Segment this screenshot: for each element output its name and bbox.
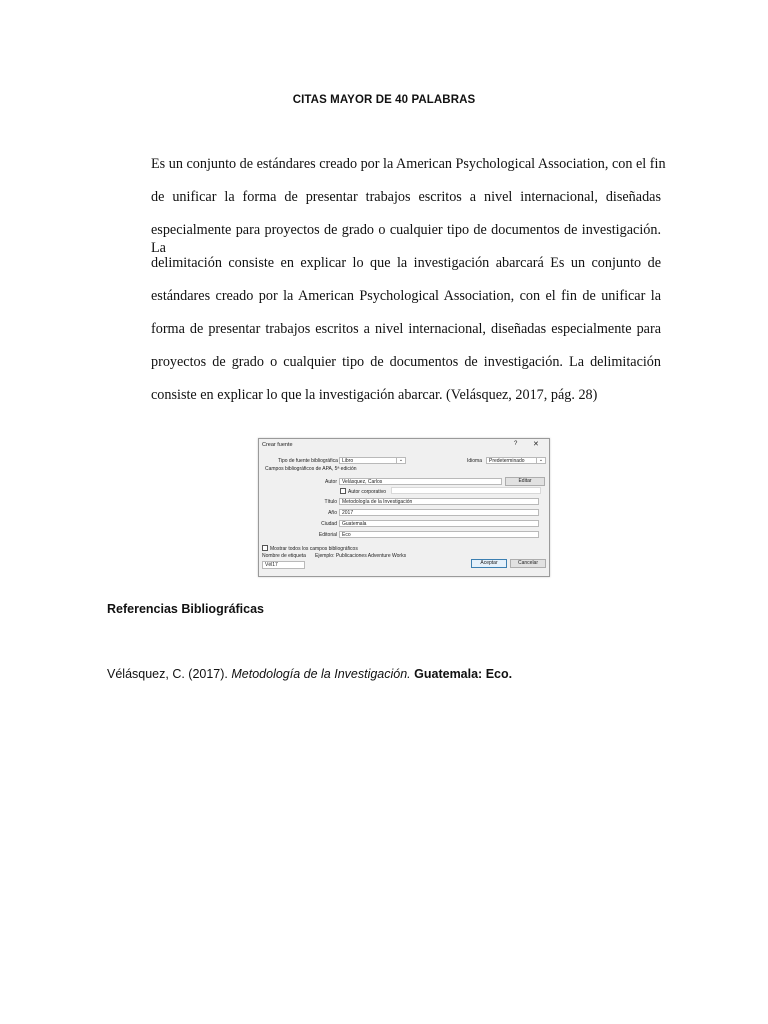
year-label: Año: [328, 510, 337, 516]
source-type-value: Libro: [342, 458, 354, 464]
edit-button: Editar: [505, 477, 545, 486]
quote-line: proyectos de grado o cualquier tipo de documentos de investigación. La delimitación: [151, 354, 661, 370]
quote-line: de unificar la forma de presentar trabajos escritos a nivel internacional, diseñadas: [151, 189, 661, 205]
corporate-author-field: [391, 487, 541, 494]
year-field: 2017: [339, 509, 539, 516]
help-icon: ?: [514, 441, 518, 447]
references-heading: Referencias Bibliográficas: [107, 602, 265, 616]
tag-name-label: Nombre de etiqueta: [262, 553, 306, 559]
language-label: Idioma: [467, 458, 483, 464]
reference-publisher: Guatemala: Eco.: [410, 667, 513, 681]
reference-title: Metodología de la Investigación.: [231, 667, 411, 681]
quote-line: Es un conjunto de estándares creado por la American Psychological Association, con el fin: [151, 156, 666, 172]
city-label: Ciudad: [321, 521, 337, 527]
reference-entry: [107, 667, 512, 681]
page-title: CITAS MAYOR DE 40 PALABRAS: [292, 94, 476, 106]
author-field: Velásquez, Carlos: [339, 478, 502, 485]
fields-heading: Campos bibliográficos de APA, 5ª edición: [265, 466, 357, 472]
dialog-title: Crear fuente: [262, 442, 293, 448]
title-field: Metodología de la Investigación: [339, 498, 539, 505]
publisher-label: Editorial: [318, 532, 337, 538]
create-source-dialog-image: [258, 438, 550, 577]
source-type-label: Tipo de fuente bibliográfica: [278, 458, 338, 464]
show-all-fields-label: Mostrar todos los campos bibliográficos: [270, 546, 358, 552]
quote-line: delimitación consiste en explicar lo que la investigación abarcará Es un conjunto de: [151, 255, 661, 271]
close-icon: ✕: [533, 441, 539, 448]
corporate-author-checkbox: [340, 488, 346, 494]
show-all-fields-checkbox: [262, 545, 268, 551]
source-type-select: [339, 457, 406, 464]
quote-line: estándares creado por la American Psychological Association, con el fin de unificar la: [151, 288, 661, 304]
author-label: Autor: [325, 479, 337, 485]
language-select: [486, 457, 546, 464]
reference-author-year: Vélásquez, C. (2017).: [107, 667, 232, 681]
chevron-down-icon: ⌄: [536, 457, 545, 464]
quote-line: forma de presentar trabajos escritos a nivel internacional, diseñadas especialmente para: [151, 321, 661, 337]
title-label: Título: [324, 499, 337, 505]
tag-example-label: Ejemplo: Publicaciones Adventure Works: [315, 553, 407, 559]
corporate-author-label: Autor corporativo: [348, 489, 387, 495]
tag-name-field: Vél17: [262, 561, 305, 569]
quote-line: especialmente para proyectos de grado o cualquier tipo de documentos de investigación. La: [151, 222, 661, 256]
language-value: Predeterminado: [489, 458, 525, 464]
publisher-field: Eco: [339, 531, 539, 538]
city-field: Guatemala: [339, 520, 539, 527]
cancel-button: Cancelar: [510, 559, 546, 568]
accept-button: Aceptar: [471, 559, 507, 568]
quote-line: consiste en explicar lo que la investigación abarcar. (Velásquez, 2017, pág. 28): [151, 387, 598, 403]
chevron-down-icon: ⌄: [396, 457, 405, 464]
